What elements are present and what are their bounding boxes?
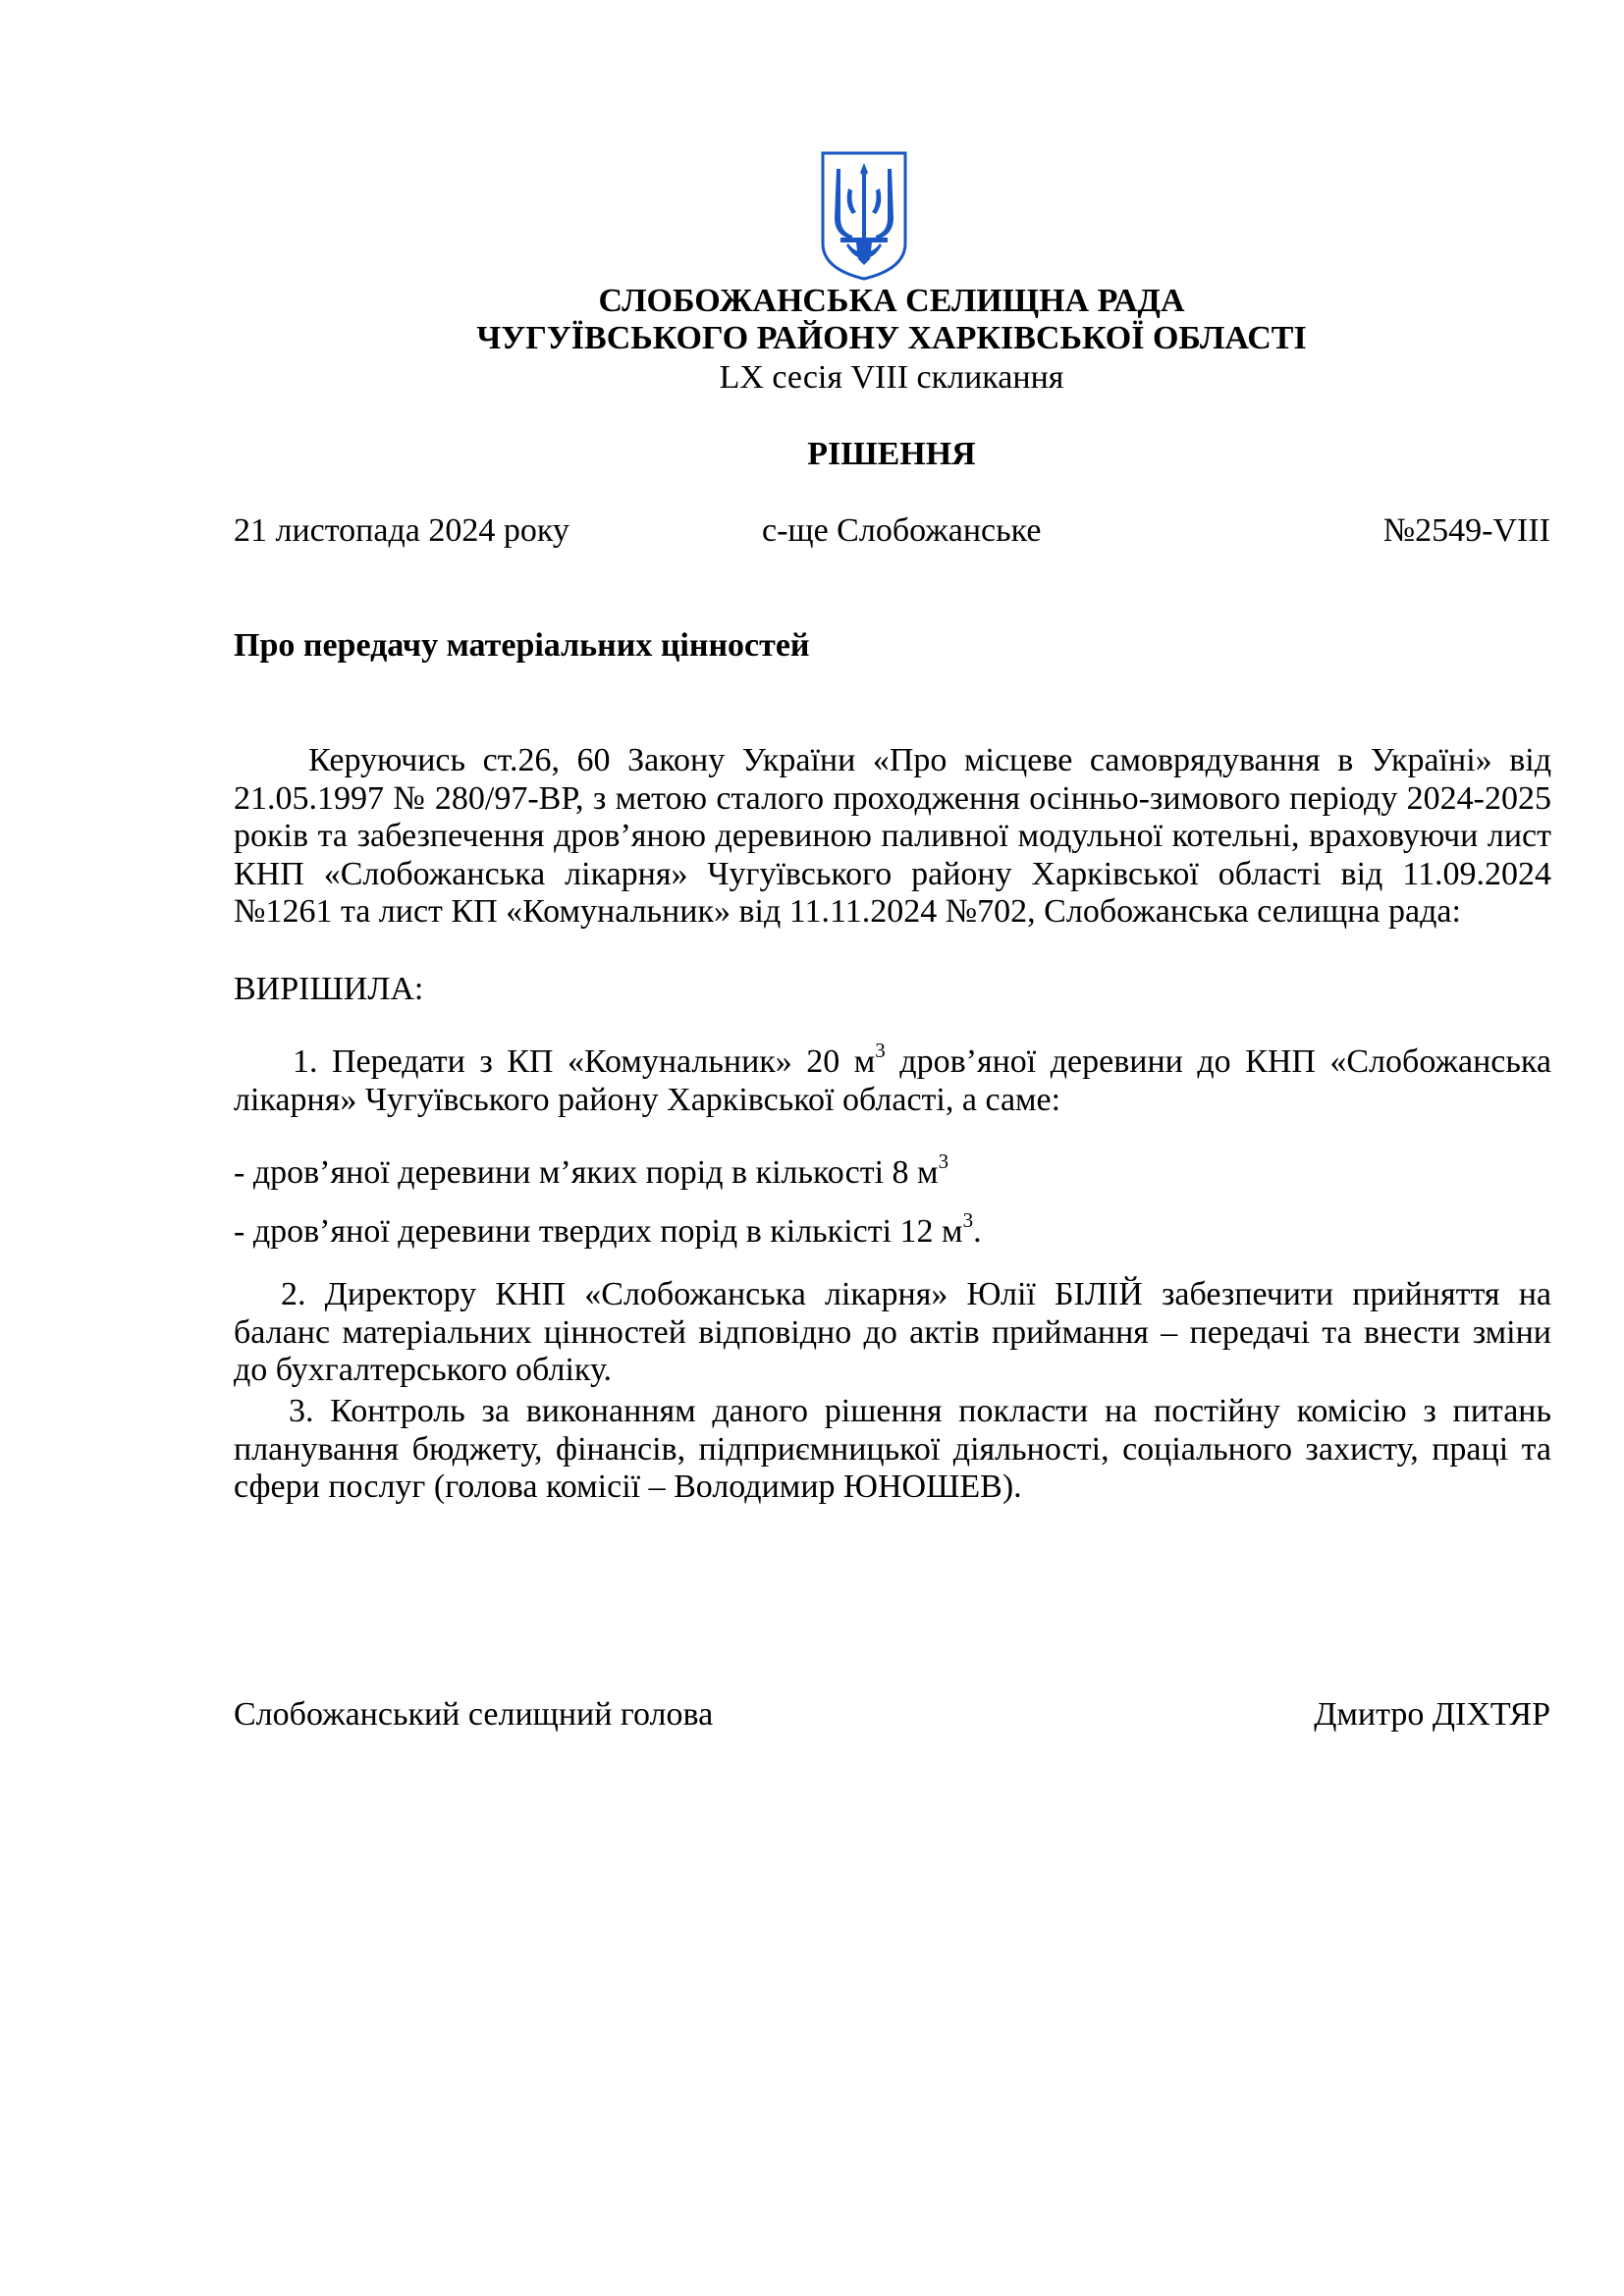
- decision-subject: Про передачу матеріальних цінностей: [234, 627, 810, 664]
- decision-date: 21 листопада 2024 року: [234, 512, 569, 549]
- district-region: ЧУГУЇВСЬКОГО РАЙОНУ ХАРКІВСЬКОЇ ОБЛАСТІ: [476, 320, 1307, 356]
- item-1-sub-2: [234, 1207, 982, 1284]
- decision-place: с-ще Слобожанське: [762, 512, 1042, 549]
- decision-number: №2549-VIII: [1382, 512, 1550, 549]
- council-name: СЛОБОЖАНСЬКА СЕЛИЩНА РАДА: [598, 283, 1185, 319]
- signature-position: Слобожанський селищний голова: [234, 1696, 714, 1733]
- preamble-paragraph: [234, 742, 1551, 932]
- item-1-sub-1-text: - дров’яної деревини м’яких порід в кількості 8 м: [234, 1154, 939, 1191]
- item-1-part-b: дров’яної деревини до КНП «Слобожанська лікарня» Чугуївського району Харківської області, а саме:: [234, 1043, 1551, 1118]
- item-1-paragraph: [234, 1038, 1551, 1119]
- item-2-paragraph: [234, 1276, 1551, 1390]
- item-2-text: 2. Директору КНП «Слобожанська лікарня» Юлії БІЛІЙ забезпечити прийняття на баланс матеріальних цінностей відповідно до актів приймання – передачі та внести зміни до бухгалтерського обліку.: [234, 1276, 1551, 1388]
- signature-name: Дмитро ДІХТЯР: [1314, 1696, 1550, 1733]
- resolved-heading: ВИРІШИЛА:: [234, 971, 424, 1007]
- session-line: LX сесія VIII скликання: [719, 359, 1064, 396]
- document-type-title: РІШЕННЯ: [807, 436, 976, 472]
- coat-of-arms-icon: [819, 149, 909, 283]
- item-1-sub-1: [234, 1148, 949, 1192]
- item-1-part-a: 1. Передати з КП «Комунальник» 20 м: [293, 1043, 876, 1080]
- item-1-sub-2-tail: .: [973, 1213, 982, 1250]
- item-3-text: 3. Контроль за виконанням даного рішення покласти на постійну комісію з питань планування бюджету, фінансів, підприємницької діяльності, соціального захисту, праці та сфери послуг (голова комісії – Володимир ЮНОШЕВ).: [234, 1393, 1551, 1505]
- preamble-text: Керуючись ст.26, 60 Закону України «Про місцеве самоврядування в Україні» від 21.05.1997 № 280/97-ВР, з метою сталого проходження осінньо-зимового періоду 2024-2025 років та забезпечення дров’яною деревиною паливної модульної котельні, враховуючи лист КНП «Слобожанська лікарня» Чугуївського району Харківської області від 11.09.2024 №1261 та лист КП «Комунальник» від 11.11.2024 №702, Слобожанська селищна рада:: [234, 742, 1551, 930]
- item-1-superscript: 3: [875, 1038, 886, 1062]
- item-1-sub-2-text: - дров’яної деревини твердих порід в кількісті 12 м: [234, 1213, 963, 1250]
- item-1-sub-1-superscript: 3: [938, 1148, 949, 1173]
- item-3-paragraph: [234, 1393, 1551, 1507]
- item-1-text: [234, 1038, 1551, 1119]
- item-1-sub-2-superscript: 3: [962, 1207, 974, 1232]
